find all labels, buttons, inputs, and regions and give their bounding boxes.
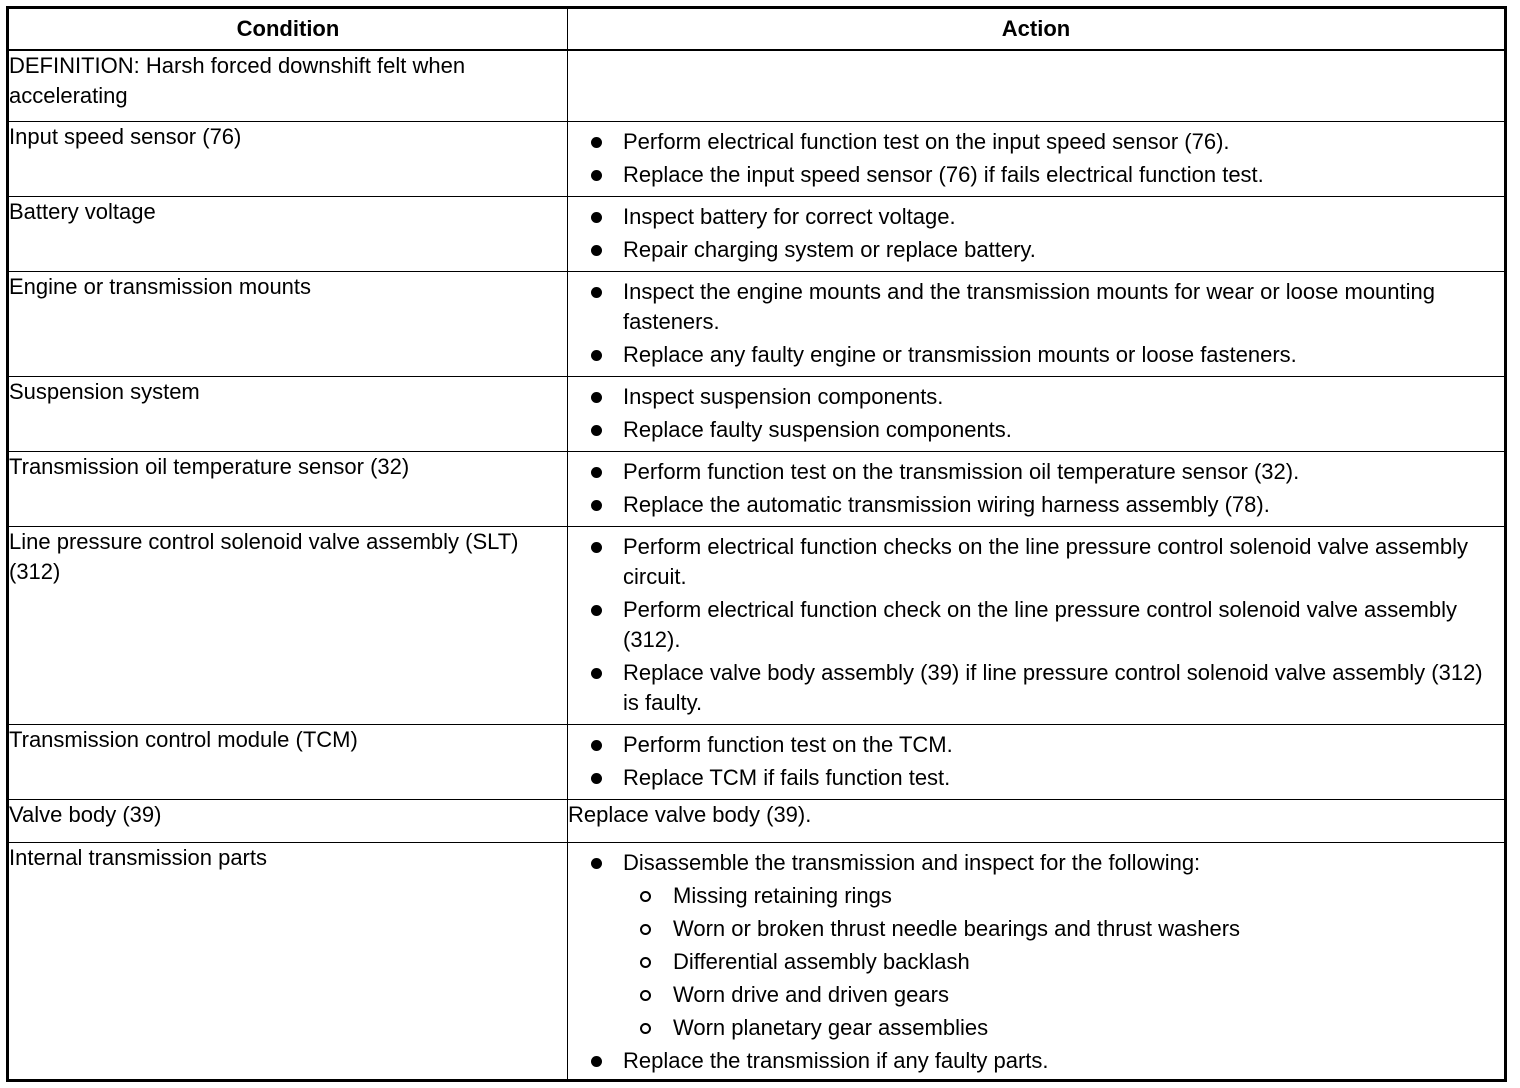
action-header: Action xyxy=(568,8,1506,51)
diagnosis-table xyxy=(6,6,1507,1082)
action-list xyxy=(568,277,1504,370)
action-list xyxy=(568,848,1504,1076)
condition-cell: Transmission oil temperature sensor (32) xyxy=(8,451,568,526)
table-row xyxy=(8,196,1506,271)
sub-action-item: Differential assembly backlash xyxy=(673,947,1494,977)
action-cell xyxy=(568,271,1506,376)
action-list xyxy=(568,382,1504,445)
action-item: Replace any faulty engine or transmission mounts or loose fasteners. xyxy=(623,340,1494,370)
action-item-text: Disassemble the transmission and inspect for the following: xyxy=(623,849,1201,875)
table-row xyxy=(8,271,1506,376)
table-row xyxy=(8,842,1506,1081)
action-item: Replace the automatic transmission wiring harness assembly (78). xyxy=(623,490,1494,520)
action-item: Replace valve body assembly (39) if line pressure control solenoid valve assembly (312) is faulty. xyxy=(623,658,1494,718)
action-item: Replace TCM if fails function test. xyxy=(623,763,1494,793)
sub-action-item: Worn drive and driven gears xyxy=(673,980,1494,1010)
action-cell xyxy=(568,121,1506,196)
action-cell xyxy=(568,842,1506,1081)
sub-action-item: Worn or broken thrust needle bearings and thrust washers xyxy=(673,914,1494,944)
condition-cell: Engine or transmission mounts xyxy=(8,271,568,376)
condition-cell: Valve body (39) xyxy=(8,799,568,842)
action-cell xyxy=(568,526,1506,724)
action-cell xyxy=(568,451,1506,526)
sub-action-item: Missing retaining rings xyxy=(673,881,1494,911)
table-row xyxy=(8,799,1506,842)
action-item xyxy=(623,848,1494,1043)
action-item: Inspect the engine mounts and the transmission mounts for wear or loose mounting fasteners. xyxy=(623,277,1494,337)
action-list xyxy=(568,457,1504,520)
action-item: Perform electrical function test on the input speed sensor (76). xyxy=(623,127,1494,157)
condition-cell: Transmission control module (TCM) xyxy=(8,724,568,799)
condition-header: Condition xyxy=(8,8,568,51)
table-row xyxy=(8,376,1506,451)
sub-action-item: Worn planetary gear assemblies xyxy=(673,1013,1494,1043)
table-row xyxy=(8,121,1506,196)
sub-action-list xyxy=(623,881,1494,1043)
table-row xyxy=(8,526,1506,724)
action-item: Replace the input speed sensor (76) if fails electrical function test. xyxy=(623,160,1494,190)
condition-cell: Internal transmission parts xyxy=(8,842,568,1081)
action-cell xyxy=(568,376,1506,451)
action-cell xyxy=(568,196,1506,271)
condition-cell: Line pressure control solenoid valve assembly (SLT) (312) xyxy=(8,526,568,724)
action-cell xyxy=(568,724,1506,799)
action-list xyxy=(568,202,1504,265)
action-cell: Replace valve body (39). xyxy=(568,799,1506,842)
condition-cell: Input speed sensor (76) xyxy=(8,121,568,196)
action-list xyxy=(568,532,1504,718)
action-item: Perform electrical function checks on the line pressure control solenoid valve assembly circuit. xyxy=(623,532,1494,592)
action-item: Perform function test on the transmission oil temperature sensor (32). xyxy=(623,457,1494,487)
table-row xyxy=(8,724,1506,799)
condition-cell: Suspension system xyxy=(8,376,568,451)
action-item: Replace faulty suspension components. xyxy=(623,415,1494,445)
definition-row xyxy=(8,50,1506,121)
action-item: Replace the transmission if any faulty parts. xyxy=(623,1046,1494,1076)
action-item: Inspect battery for correct voltage. xyxy=(623,202,1494,232)
action-list xyxy=(568,730,1504,793)
action-item: Perform electrical function check on the line pressure control solenoid valve assembly (312). xyxy=(623,595,1494,655)
definition-action-cell xyxy=(568,50,1506,121)
definition-cell: DEFINITION: Harsh forced downshift felt when accelerating xyxy=(8,50,568,121)
action-item: Perform function test on the TCM. xyxy=(623,730,1494,760)
action-item: Inspect suspension components. xyxy=(623,382,1494,412)
action-item: Repair charging system or replace battery. xyxy=(623,235,1494,265)
table-row xyxy=(8,451,1506,526)
action-list xyxy=(568,127,1504,190)
condition-cell: Battery voltage xyxy=(8,196,568,271)
header-row xyxy=(8,8,1506,51)
